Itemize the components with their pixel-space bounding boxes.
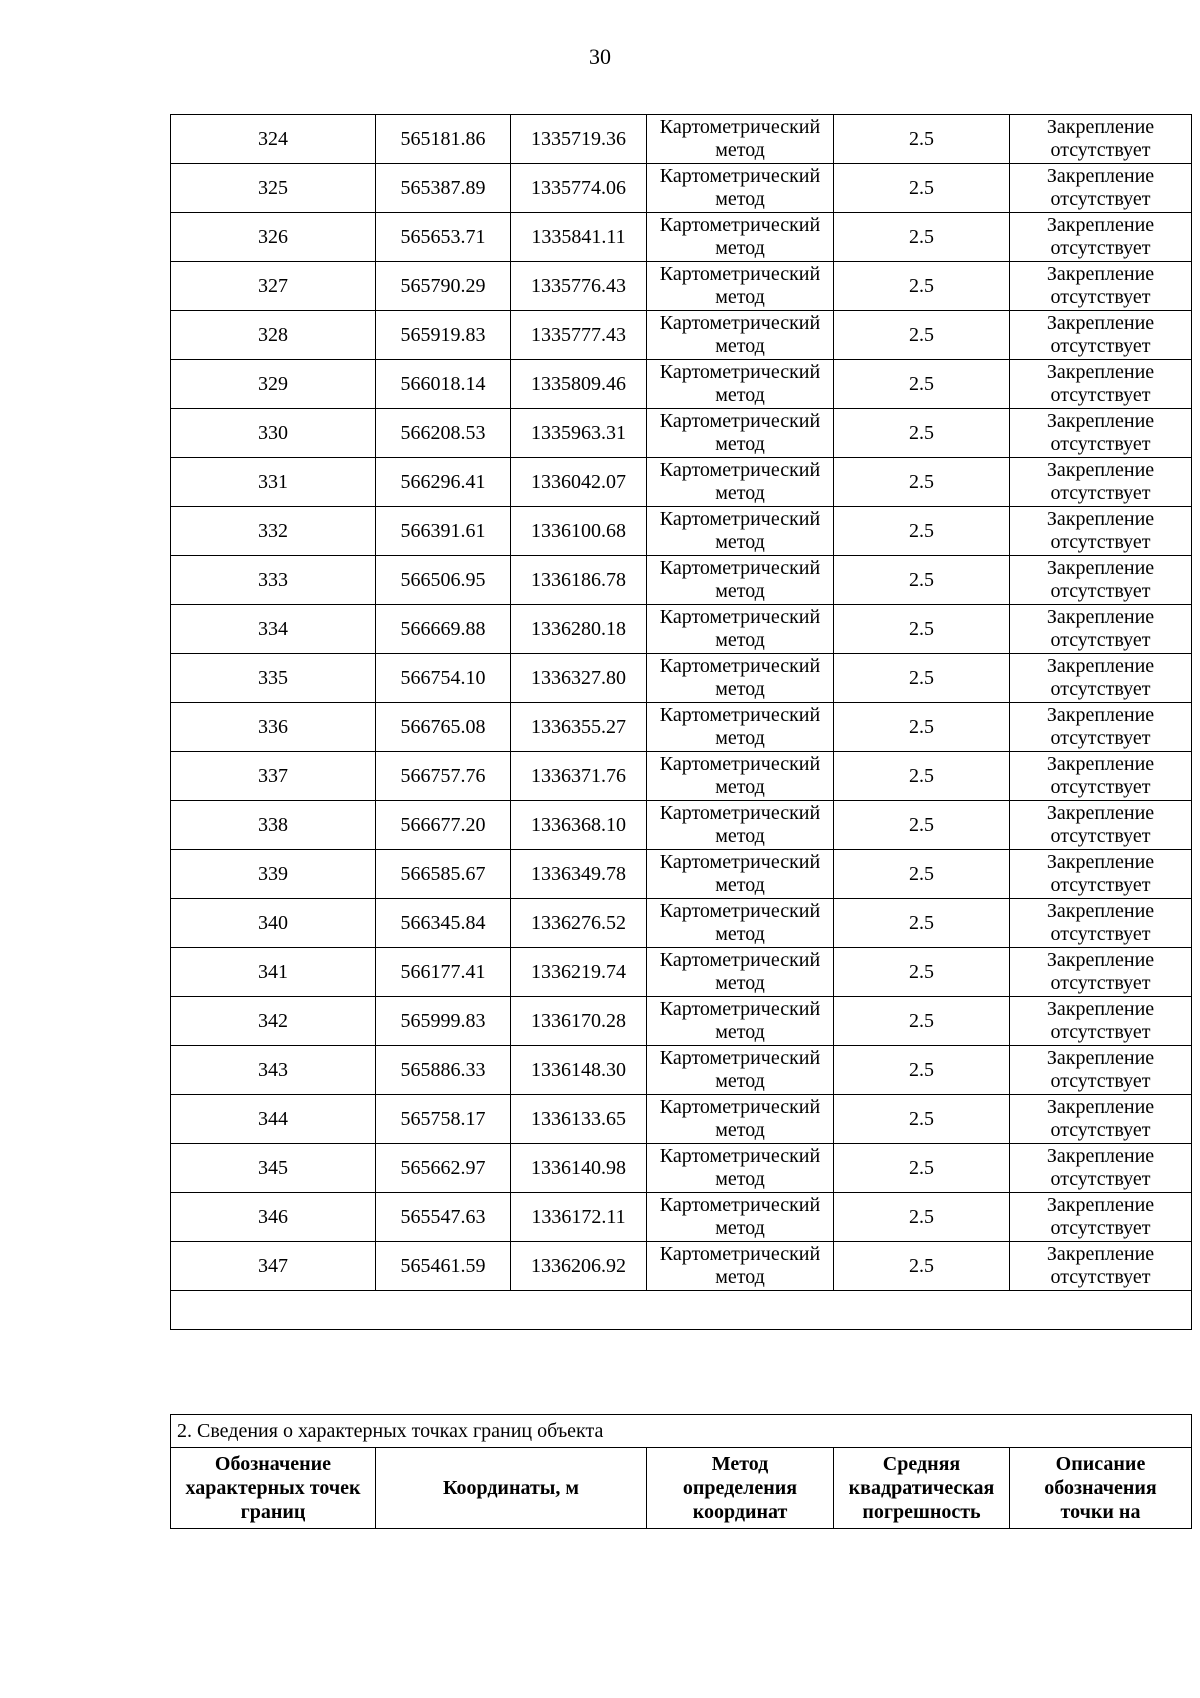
description-line-1: Закрепление — [1046, 410, 1155, 432]
description-line-1: Закрепление — [1046, 949, 1155, 971]
point-number-cell: 332 — [171, 507, 376, 556]
method-line-1: Картометрический — [659, 851, 821, 873]
method-line-2: метод — [715, 1021, 765, 1043]
table-row — [171, 262, 1192, 311]
method-line-1: Картометрический — [659, 1145, 821, 1167]
description-cell — [1010, 948, 1192, 997]
description-line-1: Закрепление — [1046, 606, 1155, 628]
table-row — [171, 213, 1192, 262]
description-line-2: отсутствует — [1050, 825, 1151, 847]
x-coordinate-cell: 566677.20 — [376, 801, 511, 850]
x-coordinate-cell: 565919.83 — [376, 311, 511, 360]
description-line-2: отсутствует — [1050, 776, 1151, 798]
x-coordinate-cell: 565790.29 — [376, 262, 511, 311]
method-cell — [647, 507, 834, 556]
accuracy-cell: 2.5 — [834, 458, 1010, 507]
method-line-1: Картометрический — [659, 116, 821, 138]
description-cell — [1010, 1046, 1192, 1095]
method-cell — [647, 1242, 834, 1291]
y-coordinate-cell: 1335774.06 — [511, 164, 647, 213]
method-line-1: Картометрический — [659, 263, 821, 285]
header-description-line-1: Описание — [1055, 1453, 1146, 1475]
method-line-2: метод — [715, 678, 765, 700]
header-accuracy — [834, 1448, 1010, 1529]
point-number-cell: 326 — [171, 213, 376, 262]
table-row — [171, 507, 1192, 556]
method-line-1: Картометрический — [659, 753, 821, 775]
header-description-line-3: точки на — [1060, 1501, 1141, 1523]
method-line-2: метод — [715, 384, 765, 406]
method-line-2: метод — [715, 727, 765, 749]
method-line-1: Картометрический — [659, 1243, 821, 1265]
header-accuracy-line-2: квадратическая — [848, 1477, 995, 1499]
description-line-1: Закрепление — [1046, 802, 1155, 824]
x-coordinate-cell: 566757.76 — [376, 752, 511, 801]
method-line-1: Картометрический — [659, 704, 821, 726]
description-line-2: отсутствует — [1050, 972, 1151, 994]
description-line-2: отсутствует — [1050, 482, 1151, 504]
method-line-1: Картометрический — [659, 508, 821, 530]
method-cell — [647, 164, 834, 213]
header-coordinates-label: Координаты, м — [442, 1477, 580, 1499]
method-line-1: Картометрический — [659, 1194, 821, 1216]
description-cell — [1010, 752, 1192, 801]
table-row — [171, 948, 1192, 997]
description-line-2: отсутствует — [1050, 531, 1151, 553]
header-description — [1010, 1448, 1192, 1529]
section-header-row — [171, 1448, 1192, 1529]
description-line-1: Закрепление — [1046, 508, 1155, 530]
method-line-2: метод — [715, 335, 765, 357]
x-coordinate-cell: 565387.89 — [376, 164, 511, 213]
header-points-line-2: характерных точек — [185, 1477, 361, 1499]
description-line-1: Закрепление — [1046, 263, 1155, 285]
accuracy-cell: 2.5 — [834, 1144, 1010, 1193]
x-coordinate-cell: 566765.08 — [376, 703, 511, 752]
x-coordinate-cell: 565758.17 — [376, 1095, 511, 1144]
method-cell — [647, 311, 834, 360]
description-line-2: отсутствует — [1050, 188, 1151, 210]
header-description-line-2: обозначения — [1044, 1477, 1157, 1499]
method-line-1: Картометрический — [659, 655, 821, 677]
description-cell — [1010, 164, 1192, 213]
header-accuracy-line-1: Средняя — [882, 1453, 961, 1475]
point-number-cell: 345 — [171, 1144, 376, 1193]
method-line-2: метод — [715, 825, 765, 847]
method-line-1: Картометрический — [659, 312, 821, 334]
table-row — [171, 115, 1192, 164]
method-line-1: Картометрический — [659, 1096, 821, 1118]
point-number-cell: 330 — [171, 409, 376, 458]
point-number-cell: 336 — [171, 703, 376, 752]
method-line-2: метод — [715, 1070, 765, 1092]
description-line-2: отсутствует — [1050, 1266, 1151, 1288]
method-line-2: метод — [715, 1119, 765, 1141]
y-coordinate-cell: 1335719.36 — [511, 115, 647, 164]
method-line-2: метод — [715, 1266, 765, 1288]
description-cell — [1010, 213, 1192, 262]
x-coordinate-cell: 566208.53 — [376, 409, 511, 458]
y-coordinate-cell: 1336042.07 — [511, 458, 647, 507]
y-coordinate-cell: 1336140.98 — [511, 1144, 647, 1193]
method-cell — [647, 899, 834, 948]
description-line-1: Закрепление — [1046, 1047, 1155, 1069]
table-row — [171, 654, 1192, 703]
table-row — [171, 801, 1192, 850]
method-line-1: Картометрический — [659, 1047, 821, 1069]
description-line-2: отсутствует — [1050, 1021, 1151, 1043]
accuracy-cell: 2.5 — [834, 752, 1010, 801]
y-coordinate-cell: 1336280.18 — [511, 605, 647, 654]
description-line-2: отсутствует — [1050, 1119, 1151, 1141]
description-cell — [1010, 360, 1192, 409]
method-line-1: Картометрический — [659, 900, 821, 922]
method-cell — [647, 605, 834, 654]
method-line-1: Картометрический — [659, 606, 821, 628]
description-line-1: Закрепление — [1046, 312, 1155, 334]
description-line-1: Закрепление — [1046, 900, 1155, 922]
y-coordinate-cell: 1336371.76 — [511, 752, 647, 801]
description-line-2: отсутствует — [1050, 923, 1151, 945]
table-row — [171, 360, 1192, 409]
point-number-cell: 334 — [171, 605, 376, 654]
description-line-1: Закрепление — [1046, 459, 1155, 481]
description-cell — [1010, 801, 1192, 850]
y-coordinate-cell: 1336276.52 — [511, 899, 647, 948]
x-coordinate-cell: 566177.41 — [376, 948, 511, 997]
table-row — [171, 409, 1192, 458]
description-line-1: Закрепление — [1046, 1194, 1155, 1216]
table-row — [171, 556, 1192, 605]
point-number-cell: 339 — [171, 850, 376, 899]
point-number-cell: 337 — [171, 752, 376, 801]
method-cell — [647, 360, 834, 409]
method-cell — [647, 262, 834, 311]
section-title-row — [171, 1415, 1192, 1448]
point-number-cell: 343 — [171, 1046, 376, 1095]
method-cell — [647, 409, 834, 458]
point-number-cell: 341 — [171, 948, 376, 997]
method-cell — [647, 801, 834, 850]
method-line-2: метод — [715, 580, 765, 602]
accuracy-cell: 2.5 — [834, 1095, 1010, 1144]
description-cell — [1010, 556, 1192, 605]
description-line-2: отсутствует — [1050, 629, 1151, 651]
point-number-cell: 329 — [171, 360, 376, 409]
method-line-2: метод — [715, 1217, 765, 1239]
point-number-cell: 346 — [171, 1193, 376, 1242]
method-cell — [647, 1144, 834, 1193]
description-line-2: отсутствует — [1050, 384, 1151, 406]
method-cell — [647, 997, 834, 1046]
description-line-2: отсутствует — [1050, 580, 1151, 602]
accuracy-cell: 2.5 — [834, 801, 1010, 850]
method-cell — [647, 458, 834, 507]
table-row — [171, 1242, 1192, 1291]
y-coordinate-cell: 1336349.78 — [511, 850, 647, 899]
description-line-2: отсутствует — [1050, 139, 1151, 161]
point-number-cell: 327 — [171, 262, 376, 311]
method-line-2: метод — [715, 1168, 765, 1190]
description-cell — [1010, 311, 1192, 360]
description-line-1: Закрепление — [1046, 214, 1155, 236]
y-coordinate-cell: 1336186.78 — [511, 556, 647, 605]
method-line-2: метод — [715, 482, 765, 504]
method-cell — [647, 948, 834, 997]
y-coordinate-cell: 1335841.11 — [511, 213, 647, 262]
description-line-2: отсутствует — [1050, 1217, 1151, 1239]
method-cell — [647, 213, 834, 262]
description-line-2: отсутствует — [1050, 433, 1151, 455]
y-coordinate-cell: 1336100.68 — [511, 507, 647, 556]
table-row — [171, 164, 1192, 213]
description-cell — [1010, 899, 1192, 948]
accuracy-cell: 2.5 — [834, 262, 1010, 311]
table-row — [171, 850, 1192, 899]
y-coordinate-cell: 1336355.27 — [511, 703, 647, 752]
header-method — [647, 1448, 834, 1529]
method-line-2: метод — [715, 531, 765, 553]
method-line-2: метод — [715, 874, 765, 896]
accuracy-cell: 2.5 — [834, 850, 1010, 899]
accuracy-cell: 2.5 — [834, 654, 1010, 703]
accuracy-cell: 2.5 — [834, 1046, 1010, 1095]
point-number-cell: 347 — [171, 1242, 376, 1291]
description-line-2: отсутствует — [1050, 1070, 1151, 1092]
accuracy-cell: 2.5 — [834, 164, 1010, 213]
x-coordinate-cell: 565547.63 — [376, 1193, 511, 1242]
points-table-body — [171, 115, 1192, 1330]
header-coordinates — [376, 1448, 647, 1529]
method-line-2: метод — [715, 629, 765, 651]
y-coordinate-cell: 1336148.30 — [511, 1046, 647, 1095]
point-number-cell: 340 — [171, 899, 376, 948]
y-coordinate-cell: 1336327.80 — [511, 654, 647, 703]
description-line-1: Закрепление — [1046, 753, 1155, 775]
point-number-cell: 325 — [171, 164, 376, 213]
description-line-1: Закрепление — [1046, 361, 1155, 383]
header-points — [171, 1448, 376, 1529]
description-line-1: Закрепление — [1046, 1243, 1155, 1265]
description-cell — [1010, 1144, 1192, 1193]
description-line-1: Закрепление — [1046, 851, 1155, 873]
accuracy-cell: 2.5 — [834, 703, 1010, 752]
x-coordinate-cell: 566296.41 — [376, 458, 511, 507]
description-cell — [1010, 605, 1192, 654]
accuracy-cell: 2.5 — [834, 605, 1010, 654]
method-line-2: метод — [715, 139, 765, 161]
point-number-cell: 333 — [171, 556, 376, 605]
table-row — [171, 605, 1192, 654]
description-cell — [1010, 997, 1192, 1046]
header-points-line-1: Обозначение — [214, 1453, 332, 1475]
description-line-1: Закрепление — [1046, 1145, 1155, 1167]
accuracy-cell: 2.5 — [834, 1242, 1010, 1291]
method-line-1: Картометрический — [659, 949, 821, 971]
method-line-1: Картометрический — [659, 361, 821, 383]
accuracy-cell: 2.5 — [834, 360, 1010, 409]
description-cell — [1010, 409, 1192, 458]
accuracy-cell: 2.5 — [834, 311, 1010, 360]
method-line-1: Картометрический — [659, 214, 821, 236]
section-title: 2. Сведения о характерных точках границ объекта — [171, 1415, 1192, 1448]
method-cell — [647, 1095, 834, 1144]
description-cell — [1010, 850, 1192, 899]
empty-cell — [171, 1291, 1192, 1330]
table-row — [171, 703, 1192, 752]
method-cell — [647, 115, 834, 164]
point-number-cell: 328 — [171, 311, 376, 360]
description-line-1: Закрепление — [1046, 116, 1155, 138]
method-line-1: Картометрический — [659, 410, 821, 432]
method-cell — [647, 1193, 834, 1242]
y-coordinate-cell: 1336133.65 — [511, 1095, 647, 1144]
table-row — [171, 311, 1192, 360]
method-line-1: Картометрический — [659, 459, 821, 481]
y-coordinate-cell: 1336219.74 — [511, 948, 647, 997]
header-method-line-1: Метод — [711, 1453, 769, 1475]
header-method-line-2: определения — [682, 1477, 798, 1499]
table-row — [171, 899, 1192, 948]
x-coordinate-cell: 566669.88 — [376, 605, 511, 654]
y-coordinate-cell: 1335963.31 — [511, 409, 647, 458]
method-line-2: метод — [715, 972, 765, 994]
description-cell — [1010, 262, 1192, 311]
description-line-2: отсутствует — [1050, 678, 1151, 700]
description-line-1: Закрепление — [1046, 655, 1155, 677]
y-coordinate-cell: 1335777.43 — [511, 311, 647, 360]
description-line-2: отсутствует — [1050, 1168, 1151, 1190]
accuracy-cell: 2.5 — [834, 507, 1010, 556]
x-coordinate-cell: 565653.71 — [376, 213, 511, 262]
y-coordinate-cell: 1336206.92 — [511, 1242, 647, 1291]
method-line-2: метод — [715, 237, 765, 259]
description-line-1: Закрепление — [1046, 557, 1155, 579]
table-row — [171, 458, 1192, 507]
method-line-2: метод — [715, 923, 765, 945]
page-number: 30 — [589, 44, 611, 69]
description-line-1: Закрепление — [1046, 1096, 1155, 1118]
method-cell — [647, 752, 834, 801]
y-coordinate-cell: 1336172.11 — [511, 1193, 647, 1242]
description-line-1: Закрепление — [1046, 998, 1155, 1020]
description-line-2: отсутствует — [1050, 237, 1151, 259]
method-line-2: метод — [715, 433, 765, 455]
description-cell — [1010, 1095, 1192, 1144]
method-cell — [647, 703, 834, 752]
accuracy-cell: 2.5 — [834, 948, 1010, 997]
description-line-2: отсутствует — [1050, 727, 1151, 749]
method-cell — [647, 850, 834, 899]
section-2-table — [170, 1414, 1192, 1529]
description-cell — [1010, 458, 1192, 507]
method-cell — [647, 556, 834, 605]
empty-row — [171, 1291, 1192, 1330]
point-number-cell: 324 — [171, 115, 376, 164]
boundary-points-table — [170, 114, 1192, 1330]
description-cell — [1010, 115, 1192, 164]
method-line-1: Картометрический — [659, 802, 821, 824]
description-line-2: отсутствует — [1050, 335, 1151, 357]
x-coordinate-cell: 565999.83 — [376, 997, 511, 1046]
y-coordinate-cell: 1336170.28 — [511, 997, 647, 1046]
accuracy-cell: 2.5 — [834, 997, 1010, 1046]
table-row — [171, 1193, 1192, 1242]
x-coordinate-cell: 565461.59 — [376, 1242, 511, 1291]
x-coordinate-cell: 566391.61 — [376, 507, 511, 556]
x-coordinate-cell: 566345.84 — [376, 899, 511, 948]
method-cell — [647, 1046, 834, 1095]
description-line-1: Закрепление — [1046, 704, 1155, 726]
accuracy-cell: 2.5 — [834, 115, 1010, 164]
description-line-2: отсутствует — [1050, 874, 1151, 896]
y-coordinate-cell: 1336368.10 — [511, 801, 647, 850]
accuracy-cell: 2.5 — [834, 1193, 1010, 1242]
accuracy-cell: 2.5 — [834, 556, 1010, 605]
y-coordinate-cell: 1335809.46 — [511, 360, 647, 409]
accuracy-cell: 2.5 — [834, 409, 1010, 458]
accuracy-cell: 2.5 — [834, 899, 1010, 948]
description-cell — [1010, 1242, 1192, 1291]
point-number-cell: 342 — [171, 997, 376, 1046]
header-points-line-3: границ — [240, 1501, 306, 1523]
method-cell — [647, 654, 834, 703]
y-coordinate-cell: 1335776.43 — [511, 262, 647, 311]
point-number-cell: 344 — [171, 1095, 376, 1144]
header-accuracy-line-3: погрешность — [862, 1501, 981, 1523]
method-line-2: метод — [715, 776, 765, 798]
x-coordinate-cell: 566506.95 — [376, 556, 511, 605]
method-line-2: метод — [715, 286, 765, 308]
table-row — [171, 752, 1192, 801]
description-cell — [1010, 703, 1192, 752]
description-line-2: отсутствует — [1050, 286, 1151, 308]
x-coordinate-cell: 565181.86 — [376, 115, 511, 164]
header-method-line-3: координат — [692, 1501, 788, 1523]
method-line-1: Картометрический — [659, 998, 821, 1020]
x-coordinate-cell: 566585.67 — [376, 850, 511, 899]
method-line-1: Картометрический — [659, 165, 821, 187]
point-number-cell: 331 — [171, 458, 376, 507]
description-line-1: Закрепление — [1046, 165, 1155, 187]
description-cell — [1010, 507, 1192, 556]
x-coordinate-cell: 565886.33 — [376, 1046, 511, 1095]
x-coordinate-cell: 565662.97 — [376, 1144, 511, 1193]
method-line-2: метод — [715, 188, 765, 210]
table-row — [171, 1046, 1192, 1095]
table-row — [171, 1144, 1192, 1193]
point-number-cell: 338 — [171, 801, 376, 850]
x-coordinate-cell: 566018.14 — [376, 360, 511, 409]
description-cell — [1010, 654, 1192, 703]
point-number-cell: 335 — [171, 654, 376, 703]
table-row — [171, 997, 1192, 1046]
accuracy-cell: 2.5 — [834, 213, 1010, 262]
x-coordinate-cell: 566754.10 — [376, 654, 511, 703]
description-cell — [1010, 1193, 1192, 1242]
table-row — [171, 1095, 1192, 1144]
method-line-1: Картометрический — [659, 557, 821, 579]
